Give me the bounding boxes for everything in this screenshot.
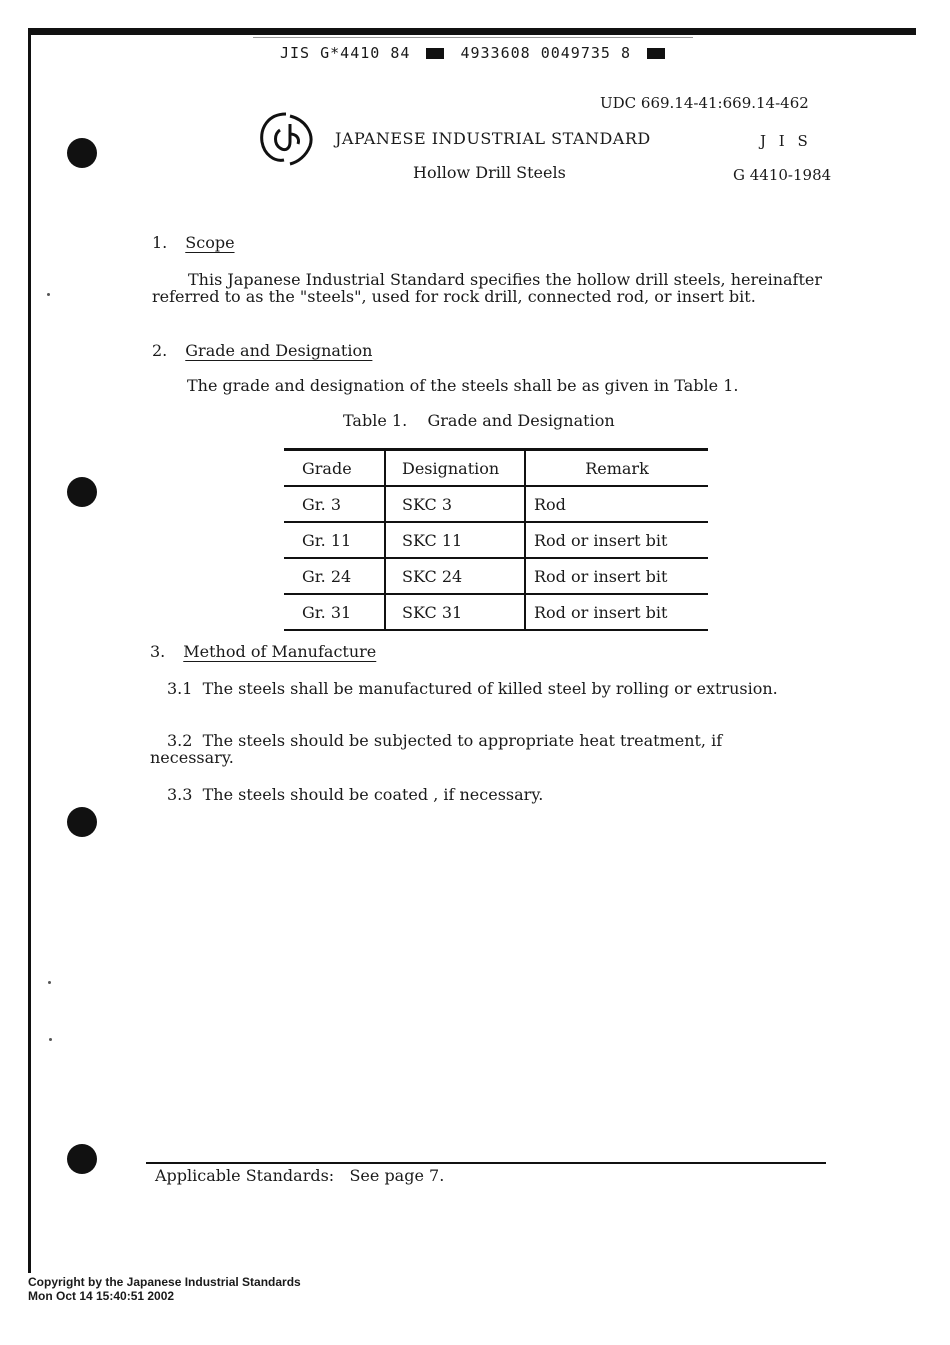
- designation-cell: SKC 11: [385, 522, 525, 558]
- top-border: [28, 28, 916, 35]
- standard-title: JAPANESE INDUSTRIAL STANDARD: [335, 129, 651, 148]
- section-number: 3.: [150, 642, 166, 661]
- punch-hole: [67, 807, 97, 837]
- copyright-line: Copyright by the Japanese Industrial Standards: [28, 1275, 301, 1289]
- copyright-date: Mon Oct 14 15:40:51 2002: [28, 1289, 175, 1303]
- document-subtitle: Hollow Drill Steels: [413, 163, 566, 182]
- section-title: Method of Manufacture: [183, 642, 377, 661]
- table-caption: Table 1. Grade and Designation: [343, 411, 615, 430]
- grade-cell: Gr. 24: [284, 558, 385, 594]
- remark-cell: Rod or insert bit: [534, 566, 668, 586]
- clause-number: 3.2: [167, 731, 193, 750]
- udc-number: UDC 669.14-41:669.14-462: [600, 94, 809, 112]
- designation-cell: SKC 24: [385, 558, 525, 594]
- clause-number: 3.3: [167, 785, 193, 804]
- left-border: [28, 28, 31, 1273]
- jis-label: J I S: [760, 132, 812, 150]
- section-2-paragraph: The grade and designation of the steels shall be as given in Table 1.: [187, 376, 739, 395]
- footer-rule: [146, 1162, 826, 1164]
- column-header: Remark: [585, 458, 649, 478]
- clause-number: 3.1: [167, 679, 193, 698]
- grade-cell: Gr. 3: [284, 486, 385, 522]
- clause-text: The steels should be subjected to appropriate heat treatment, if necessary.: [150, 731, 723, 767]
- scan-speck: [49, 1038, 52, 1041]
- section-3-heading: [150, 642, 376, 661]
- table-row: [284, 486, 708, 522]
- redaction-block: [647, 48, 665, 59]
- section-title: Scope: [185, 233, 235, 252]
- designation-cell: SKC 3: [385, 486, 525, 522]
- grade-cell: Gr. 11: [284, 522, 385, 558]
- document-code-part2: 4933608 0049735 8: [460, 44, 631, 62]
- header-rule: [253, 37, 693, 38]
- table-row: [284, 558, 708, 594]
- clause-3-1: [150, 680, 780, 697]
- standard-number: G 4410-1984: [733, 166, 832, 184]
- remark-cell: Rod or insert bit: [534, 602, 668, 622]
- designation-cell: SKC 31: [385, 594, 525, 630]
- document-code-part1: JIS G*4410 84: [280, 44, 411, 62]
- column-header: Grade: [284, 450, 385, 487]
- jis-logo-icon: [256, 108, 316, 168]
- punch-hole: [67, 477, 97, 507]
- clause-text: The steels shall be manufactured of killed steel by rolling or extrusion.: [202, 679, 778, 698]
- scan-speck: [47, 293, 50, 296]
- column-header: Designation: [385, 450, 525, 487]
- table-row: [284, 522, 708, 558]
- section-2-heading: [152, 341, 372, 360]
- document-code: [280, 44, 671, 62]
- section-number: 2.: [152, 341, 168, 360]
- section-number: 1.: [152, 233, 168, 252]
- section-title: Grade and Designation: [185, 341, 373, 360]
- clause-3-2: [150, 732, 800, 766]
- redaction-block: [426, 48, 444, 59]
- table-header-row: [284, 450, 708, 487]
- punch-hole: [67, 138, 97, 168]
- applicable-standards: Applicable Standards: See page 7.: [155, 1166, 445, 1185]
- section-1-heading: [152, 233, 235, 252]
- copyright-notice: [28, 1275, 301, 1303]
- remark-cell: Rod or insert bit: [534, 530, 668, 550]
- table-row: [284, 594, 708, 630]
- section-1-paragraph: This Japanese Industrial Standard specifies the hollow drill steels, hereinafter referred to as the "steels", used for rock drill, connected rod, or insert bit.: [152, 270, 823, 306]
- remark-cell: Rod: [534, 494, 566, 514]
- clause-text: The steels should be coated , if necessary.: [202, 785, 544, 804]
- clause-3-3: [150, 786, 543, 803]
- grade-designation-table: [284, 448, 708, 631]
- scan-speck: [48, 981, 51, 984]
- grade-cell: Gr. 31: [284, 594, 385, 630]
- punch-hole: [67, 1144, 97, 1174]
